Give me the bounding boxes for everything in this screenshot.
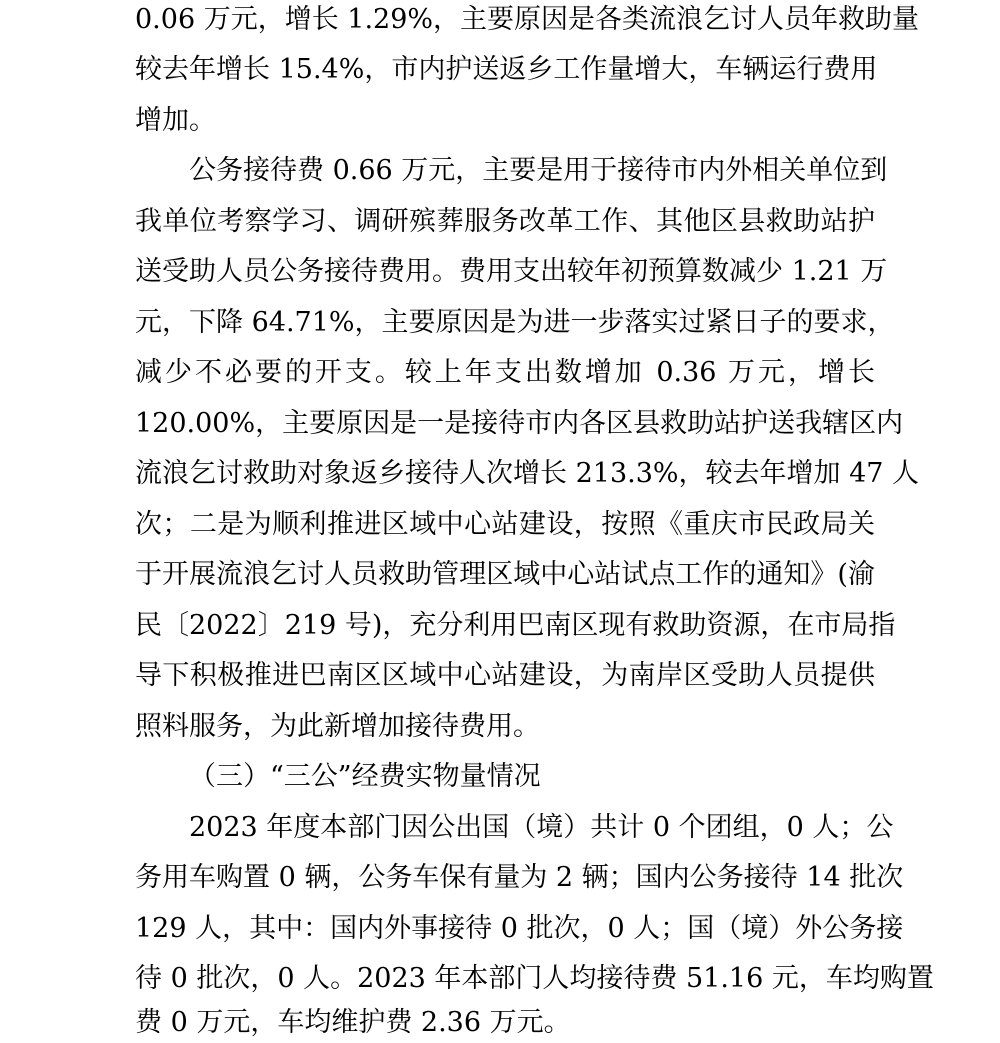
paragraph-3-line-2: 务用车购置 0 辆，公务车保有量为 2 辆；国内公务接待 14 批次 <box>135 862 904 893</box>
paragraph-2-line-1: 公务接待费 0.66 万元，主要是用于接待市内外相关单位到 <box>189 155 888 186</box>
paragraph-2-line-12: 照料服务，为此新增加接待费用。 <box>135 711 540 742</box>
paragraph-3-line-3: 129 人，其中：国内外事接待 0 批次，0 人；国（境）外公务接 <box>135 913 904 944</box>
paragraph-2-line-10: 民〔2022〕219 号)，充分利用巴南区现有救助资源，在市局指 <box>135 610 896 641</box>
paragraph-2-line-2: 我单位考察学习、调研殡葬服务改革工作、其他区县救助站护 <box>135 206 875 237</box>
paragraph-1-line-2: 较去年增长 15.4%，市内护送返乡工作量增大，车辆运行费用 <box>135 54 878 85</box>
paragraph-3-line-1: 2023 年度本部门因公出国（境）共计 0 个团组，0 人；公 <box>189 812 894 843</box>
paragraph-2-line-4: 元，下降 64.71%，主要原因是为进一步落实过紧日子的要求， <box>135 307 895 338</box>
paragraph-1-line-1: 0.06 万元，增长 1.29%，主要原因是各类流浪乞讨人员年救助量 <box>135 4 920 35</box>
paragraph-2-line-9: 于开展流浪乞讨人员救助管理区域中心站试点工作的通知》(渝 <box>135 559 875 590</box>
paragraph-2-line-5: 减少不必要的开支。较上年支出数增加 0.36 万元，增长 <box>135 357 875 388</box>
section-heading: （三）“三公”经费实物量情况 <box>189 761 541 792</box>
paragraph-2-line-3: 送受助人员公务接待费用。费用支出较年初预算数减少 1.21 万 <box>135 256 888 287</box>
paragraph-3-line-5: 费 0 万元，车均维护费 2.36 万元。 <box>135 1007 571 1038</box>
paragraph-2-line-8: 次；二是为顺利推进区域中心站建设，按照《重庆市民政局关 <box>135 509 875 540</box>
paragraph-3-line-4: 待 0 批次，0 人。2023 年本部门人均接待费 51.16 元，车均购置 <box>135 963 934 994</box>
paragraph-1-line-3: 增加。 <box>135 105 216 136</box>
paragraph-2-line-7: 流浪乞讨救助对象返乡接待人次增长 213.3%，较去年增加 47 人 <box>135 458 920 489</box>
paragraph-2-line-11: 导下积极推进巴南区区域中心站建设，为南岸区受助人员提供 <box>135 660 875 691</box>
paragraph-2-line-6: 120.00%，主要原因是一是接待市内各区县救助站护送我辖区内 <box>135 408 904 439</box>
